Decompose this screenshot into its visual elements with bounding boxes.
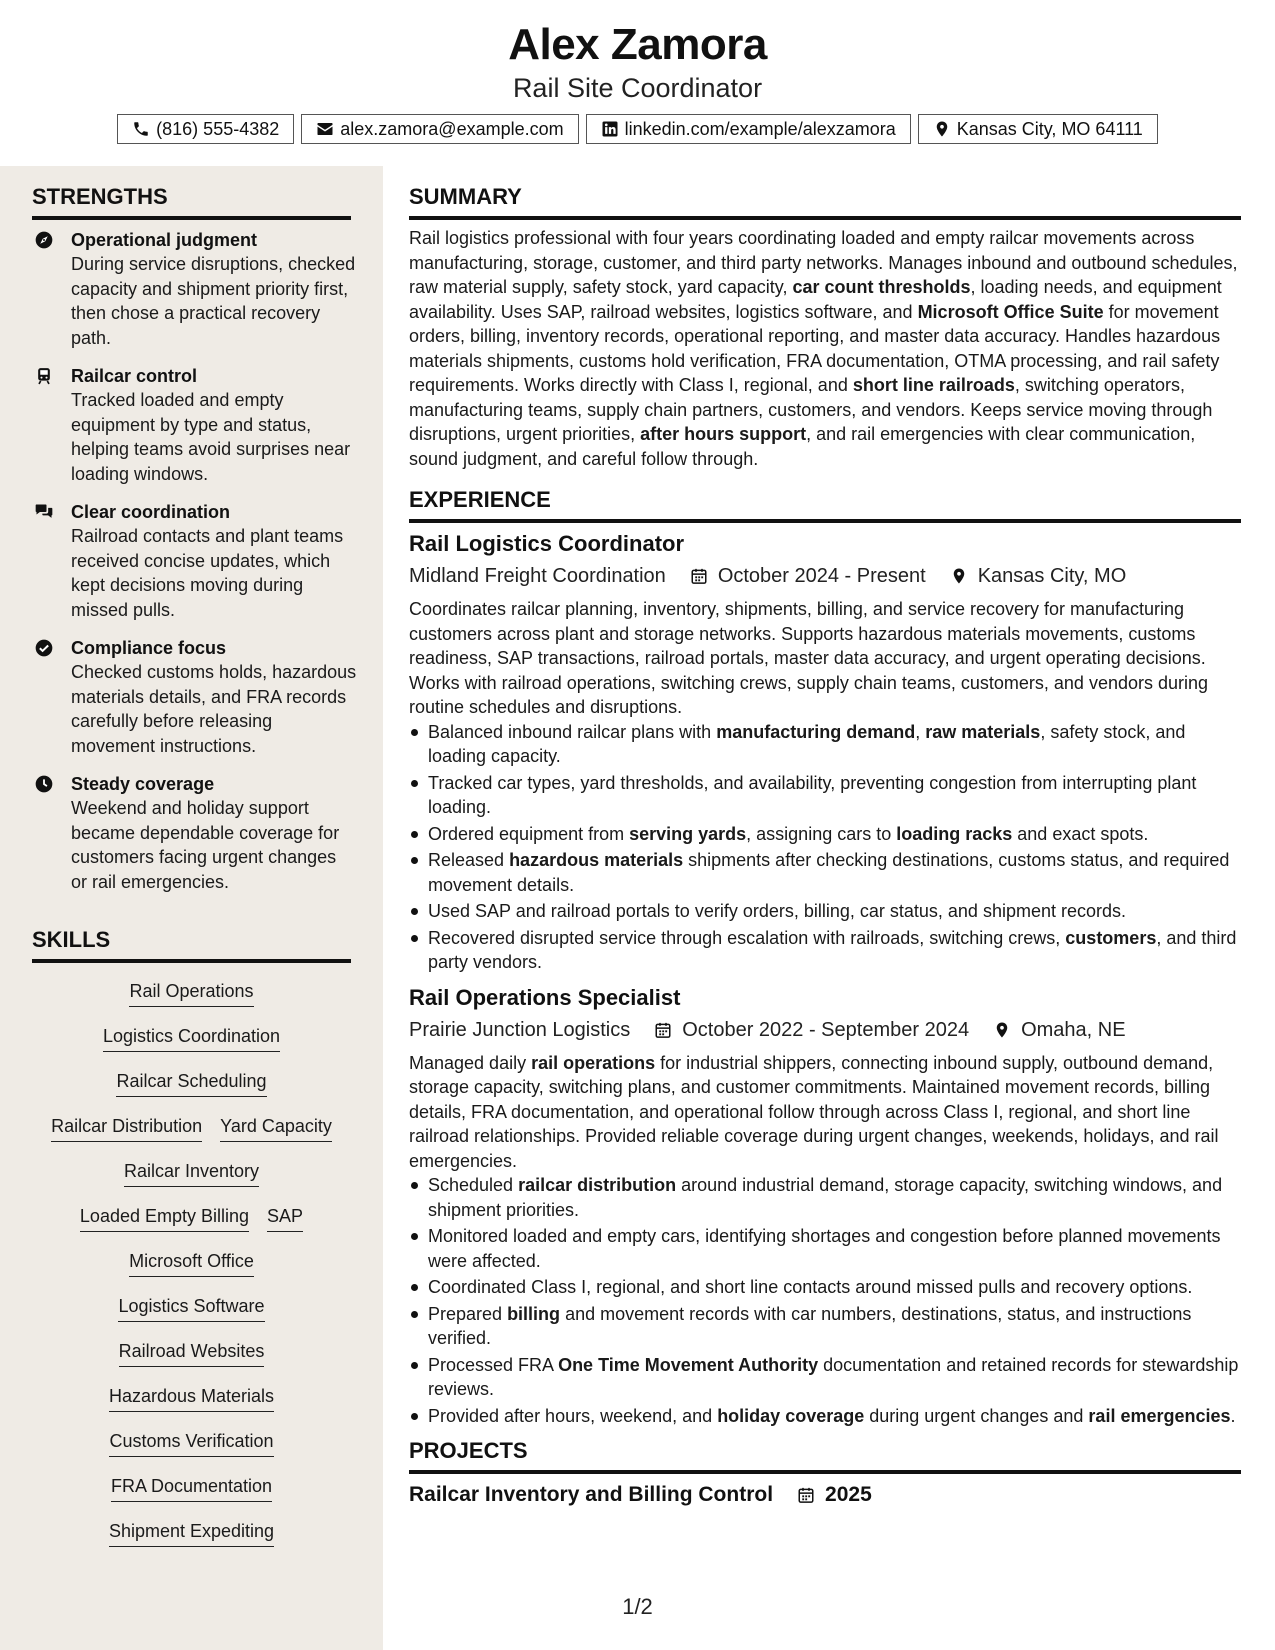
- strength-text: Railroad contacts and plant teams received concise updates, which kept decisions moving during missed pulls.: [71, 526, 344, 620]
- job-bullets: [409, 720, 1241, 975]
- project-entry: [409, 1480, 1241, 1510]
- job-bullets: [409, 1173, 1241, 1428]
- job-company: Midland Freight Coordination: [409, 565, 666, 587]
- strength-item: [32, 772, 357, 894]
- strength-title: Steady coverage: [71, 774, 215, 794]
- calendar-icon: [797, 1486, 815, 1504]
- check-circle-icon: [34, 638, 54, 658]
- compass-icon: [34, 230, 54, 250]
- skill-tag: Logistics Software: [118, 1294, 264, 1322]
- contact-location-text: Kansas City, MO 64111: [956, 118, 1143, 139]
- location-pin-icon: [933, 120, 951, 138]
- skill-tag: Railcar Distribution: [51, 1114, 202, 1142]
- calendar-icon: [654, 1021, 672, 1039]
- contact-linkedin-text: linkedin.com/example/alexzamora: [624, 118, 896, 139]
- skill-tag: Railroad Websites: [119, 1339, 265, 1367]
- job-bullet: Prepared billing and movement records with car numbers, destinations, status, and instructions verified.: [409, 1302, 1241, 1351]
- skill-tag: Rail Operations: [129, 979, 253, 1007]
- strength-item: [32, 364, 357, 486]
- strength-item: [32, 636, 357, 758]
- strengths-list: [32, 228, 357, 908]
- comments-icon: [34, 502, 54, 522]
- job-dates: October 2024 - Present: [717, 565, 926, 587]
- strength-text: Tracked loaded and empty equipment by type and status, helping teams avoid surprises near loading windows.: [71, 390, 351, 484]
- job-title: Rail Logistics Coordinator: [409, 531, 685, 556]
- project-year: 2025: [825, 1483, 872, 1506]
- envelope-icon: [316, 120, 334, 138]
- skill-tag: FRA Documentation: [111, 1474, 272, 1502]
- job-meta: [409, 561, 1241, 591]
- main-column: [409, 166, 1241, 1510]
- job-description: Coordinates railcar planning, inventory, shipments, billing, and service recovery for manufacturing customers across plant and storage networks. Supports hazardous materials movements, customs readiness, SAP transactions, railroad portals, master data accuracy, and urgent operating decisions. Works with railroad operations, switching crews, supply chain teams, customers, and vendors during routine schedules and disruptions.: [409, 599, 1209, 717]
- job-entry: [409, 529, 1241, 975]
- job-bullet: Processed FRA One Time Movement Authority documentation and retained records for stewardship reviews.: [409, 1353, 1241, 1402]
- job-bullet: Balanced inbound railcar plans with manufacturing demand, raw materials, safety stock, and loading capacity.: [409, 720, 1241, 769]
- strength-text: Checked customs holds, hazardous materials details, and FRA records carefully before releasing movement instructions.: [71, 662, 357, 756]
- phone-icon: [132, 120, 150, 138]
- job-location: Kansas City, MO: [977, 565, 1127, 587]
- skill-tag: Shipment Expediting: [109, 1519, 274, 1547]
- strength-item: [32, 500, 357, 622]
- job-bullet: Released hazardous materials shipments after checking destinations, customs status, and required movement details.: [409, 848, 1241, 897]
- contact-location: [918, 114, 1158, 144]
- candidate-name: Alex Zamora: [508, 20, 767, 69]
- clock-icon: [34, 774, 54, 794]
- strength-text: Weekend and holiday support became dependable coverage for customers facing urgent changes or rail emergencies.: [71, 798, 340, 892]
- job-bullet: Used SAP and railroad portals to verify orders, billing, car status, and shipment records.: [409, 899, 1241, 924]
- page-number: 1/2: [622, 1594, 653, 1619]
- job-location: Omaha, NE: [1021, 1018, 1126, 1041]
- job-bullet: Provided after hours, weekend, and holiday coverage during urgent changes and rail emergencies.: [409, 1404, 1241, 1429]
- job-bullet: Monitored loaded and empty cars, identifying shortages and congestion before planned movements were affected.: [409, 1224, 1241, 1273]
- skill-tag: Customs Verification: [109, 1429, 273, 1457]
- project-title: Railcar Inventory and Billing Control: [409, 1483, 774, 1506]
- skill-tag: Railcar Scheduling: [116, 1069, 266, 1097]
- strength-item: [32, 228, 357, 350]
- skill-tag: Microsoft Office: [129, 1249, 254, 1277]
- contact-phone[interactable]: [117, 114, 294, 144]
- skill-tag: Yard Capacity: [220, 1114, 332, 1142]
- job-entry: [409, 983, 1241, 1429]
- skills-heading: SKILLS: [32, 927, 351, 963]
- job-meta: [409, 1015, 1241, 1045]
- strength-title: Clear coordination: [71, 502, 231, 522]
- job-company: Prairie Junction Logistics: [409, 1018, 631, 1041]
- sidebar: [0, 166, 383, 1650]
- summary-text: Rail logistics professional with four years coordinating loaded and empty railcar movements across manufacturing, storage, customer, and third party networks. Manages inbound and outbound schedules, raw material supply, safety stock, yard capacity, car count thresholds, loading needs, and equipment availability. Uses SAP, railroad websites, logistics software, and Microsoft Office Suite for movement orders, billing, inventory records, operational reporting, and master data accuracy. Handles hazardous materials shipments, customs hold verification, FRA documentation, OTMA processing, and rail safety requirements. Works directly with Class I, regional, and short line railroads, switching operators, manufacturing teams, supply chain partners, customers, and vendors. Keeps service moving through disruptions, urgent priorities, after hours support, and rail emergencies with clear communication, sound judgment, and careful follow through.: [409, 228, 1238, 469]
- skill-tag: Hazardous Materials: [109, 1384, 274, 1412]
- skills-list: [32, 979, 351, 1564]
- contact-email[interactable]: [301, 114, 578, 144]
- job-description: Managed daily rail operations for industrial shippers, connecting inbound supply, outbound demand, storage capacity, switching plans, and customer commitments. Maintained movement records, billing details, FRA documentation, and operational follow through across Class I, regional, and short line railroad relationships. Provided reliable coverage during urgent changes, weekends, holidays, and rail emergencies.: [409, 1052, 1219, 1171]
- job-bullet: Recovered disrupted service through escalation with railroads, switching crews, customers, and third party vendors.: [409, 926, 1241, 975]
- candidate-role: Rail Site Coordinator: [512, 73, 763, 103]
- skill-tag: SAP: [267, 1204, 303, 1232]
- location-pin-icon: [993, 1021, 1011, 1039]
- strengths-heading: STRENGTHS: [32, 184, 351, 220]
- job-bullet: Ordered equipment from serving yards, assigning cars to loading racks and exact spots.: [409, 822, 1241, 847]
- skill-tag: Railcar Inventory: [124, 1159, 259, 1187]
- job-dates: October 2022 - September 2024: [682, 1018, 970, 1041]
- job-bullet: Scheduled railcar distribution around industrial demand, storage capacity, switching windows, and shipment priorities.: [409, 1173, 1241, 1222]
- linkedin-icon: [601, 120, 619, 138]
- calendar-icon: [690, 567, 708, 585]
- contact-bar: [0, 114, 1275, 144]
- train-icon: [34, 366, 54, 386]
- job-bullet: Tracked car types, yard thresholds, and availability, preventing congestion from interrupting plant loading.: [409, 771, 1241, 820]
- resume-header: [0, 0, 1275, 166]
- contact-email-text: alex.zamora@example.com: [340, 118, 564, 139]
- strength-title: Operational judgment: [71, 230, 258, 250]
- projects-heading: PROJECTS: [409, 1438, 1241, 1474]
- skill-tag: Loaded Empty Billing: [80, 1204, 249, 1232]
- job-bullet: Coordinated Class I, regional, and short line contacts around missed pulls and recovery options.: [409, 1275, 1241, 1300]
- summary-heading: SUMMARY: [409, 184, 1241, 220]
- strength-text: During service disruptions, checked capacity and shipment priority first, then chose a practical recovery path.: [71, 254, 356, 348]
- skill-tag: Logistics Coordination: [103, 1024, 280, 1052]
- job-title: Rail Operations Specialist: [409, 984, 681, 1010]
- experience-heading: EXPERIENCE: [409, 487, 1241, 523]
- location-pin-icon: [950, 567, 968, 585]
- contact-linkedin[interactable]: [586, 114, 911, 144]
- contact-phone-text: (816) 555-4382: [156, 118, 280, 139]
- strength-title: Compliance focus: [71, 638, 227, 658]
- strength-title: Railcar control: [71, 366, 198, 386]
